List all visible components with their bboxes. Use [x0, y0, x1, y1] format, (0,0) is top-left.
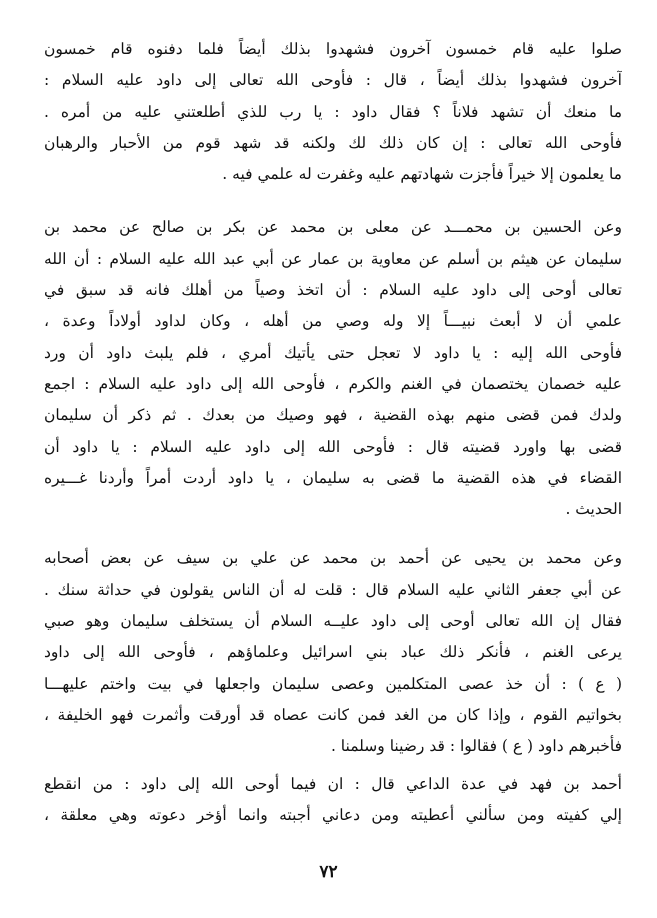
text-line: فأخبرهم داود ( ع ) فقالوا : قد رضينا وسلمنا . — [330, 737, 622, 756]
text-line: ما يعلمون إلا خيراً فأجزت شهادتهم عليه وغفرت له علمي فيه . — [222, 165, 622, 184]
text-line: وعن الحسين بن محمـــد عن معلى بن محمد عن بكر بن صالح عن محمد بن — [44, 218, 622, 237]
text-line: ( ع ) : أن خذ عصى المتكلمين وعصى سليمان واجعلها في بيت واختم عليهـــا — [44, 674, 622, 693]
text-line: آخرون فشهدوا بذلك أيضاً ، قال : فأوحى الله تعالى إلى داود عليه السلام : — [44, 71, 622, 90]
paragraph-1 — [44, 34, 622, 190]
text-line: ولدك فمن قضى منهم بهذه القضية ، فهو وصيك من بعدك . ثم ذكر أن سليمان — [44, 406, 622, 425]
text-line: فقال إن الله تعالى أوحى إلى داود عليــه السلام أن يستخلف سليمان وهو صبي — [44, 612, 622, 631]
text-line: عليه خصمان يختصمان في الغنم والكرم ، فأوحى الله إلى داود عليه السلام : اجمع — [44, 374, 622, 393]
text-line: أحمد بن فهد في عدة الداعي قال : ان فيما أوحى الله إلى داود : من انقطع — [44, 774, 622, 793]
paragraph-4 — [44, 769, 622, 832]
text-line: إلي كفيته ومن سألني أعطيته ومن دعاني أجبته وانما أؤخر دعوته وهي معلقة ، — [44, 805, 622, 824]
page-number: ٧٢ — [319, 862, 338, 882]
paragraph-2 — [44, 212, 622, 525]
text-line: قضى بها واورد قضيته قال : فأوحى الله إلى داود عليه السلام : يا داود أن — [44, 437, 622, 456]
paragraph-3 — [44, 543, 622, 762]
text-line: فأوحى الله تعالى : إن كان ذلك لك ولكنه قد شهد قوم من الأحبار والرهبان — [44, 133, 622, 152]
text-line: ما منعك أن تشهد فلاناً ؟ فقال داود : يا رب للذي أطلعتني عليه من أمره . — [44, 102, 622, 121]
text-line: فأوحى الله إليه : يا داود لا تعجل حتى يأتيك أمري ، فلم يلبث داود أن ورد — [44, 343, 622, 362]
text-line: الحديث . — [565, 500, 622, 519]
text-line: علمي أن لا أبعث نبيـــاً إلا وله وصي من أهله ، وكان لداود أولاداً وعدة ، — [44, 312, 622, 331]
text-line: يرعى الغنم ، فأنكر ذلك عباد بني اسرائيل وعلماؤهم ، فأوحى الله إلى داود — [44, 643, 622, 662]
text-line: صلوا عليه قام خمسون آخرون فشهدوا بذلك أيضاً فلما دفنوه قام خمسون — [44, 40, 622, 58]
text-line: وعن محمد بن يحيى عن أحمد بن محمد عن علي بن سيف عن بعض أصحابه — [44, 549, 622, 568]
text-line: القضاء في هذه القضية ما قضى به سليمان ، يا داود أردت أمراً وأردنا غـــيره — [44, 468, 622, 487]
page-body — [44, 34, 622, 831]
text-line: تعالى أوحى إلى داود عليه السلام : أن اتخذ وصياً من أهلك فانه قد سبق في — [44, 281, 622, 300]
text-line: عن أبي جعفر الثاني عليه السلام قال : قلت له أن الناس يقولون في حداثة سنك . — [44, 580, 622, 599]
text-line: سليمان عن هيثم بن أسلم عن معاوية بن عمار عن أبي عبد الله عليه السلام : أن الله — [44, 249, 622, 268]
text-line: بخواتيم القوم ، وإذا كان من الغد فمن كانت عصاه قد أورقت وأثمرت فهو الخليفة ، — [44, 705, 622, 724]
